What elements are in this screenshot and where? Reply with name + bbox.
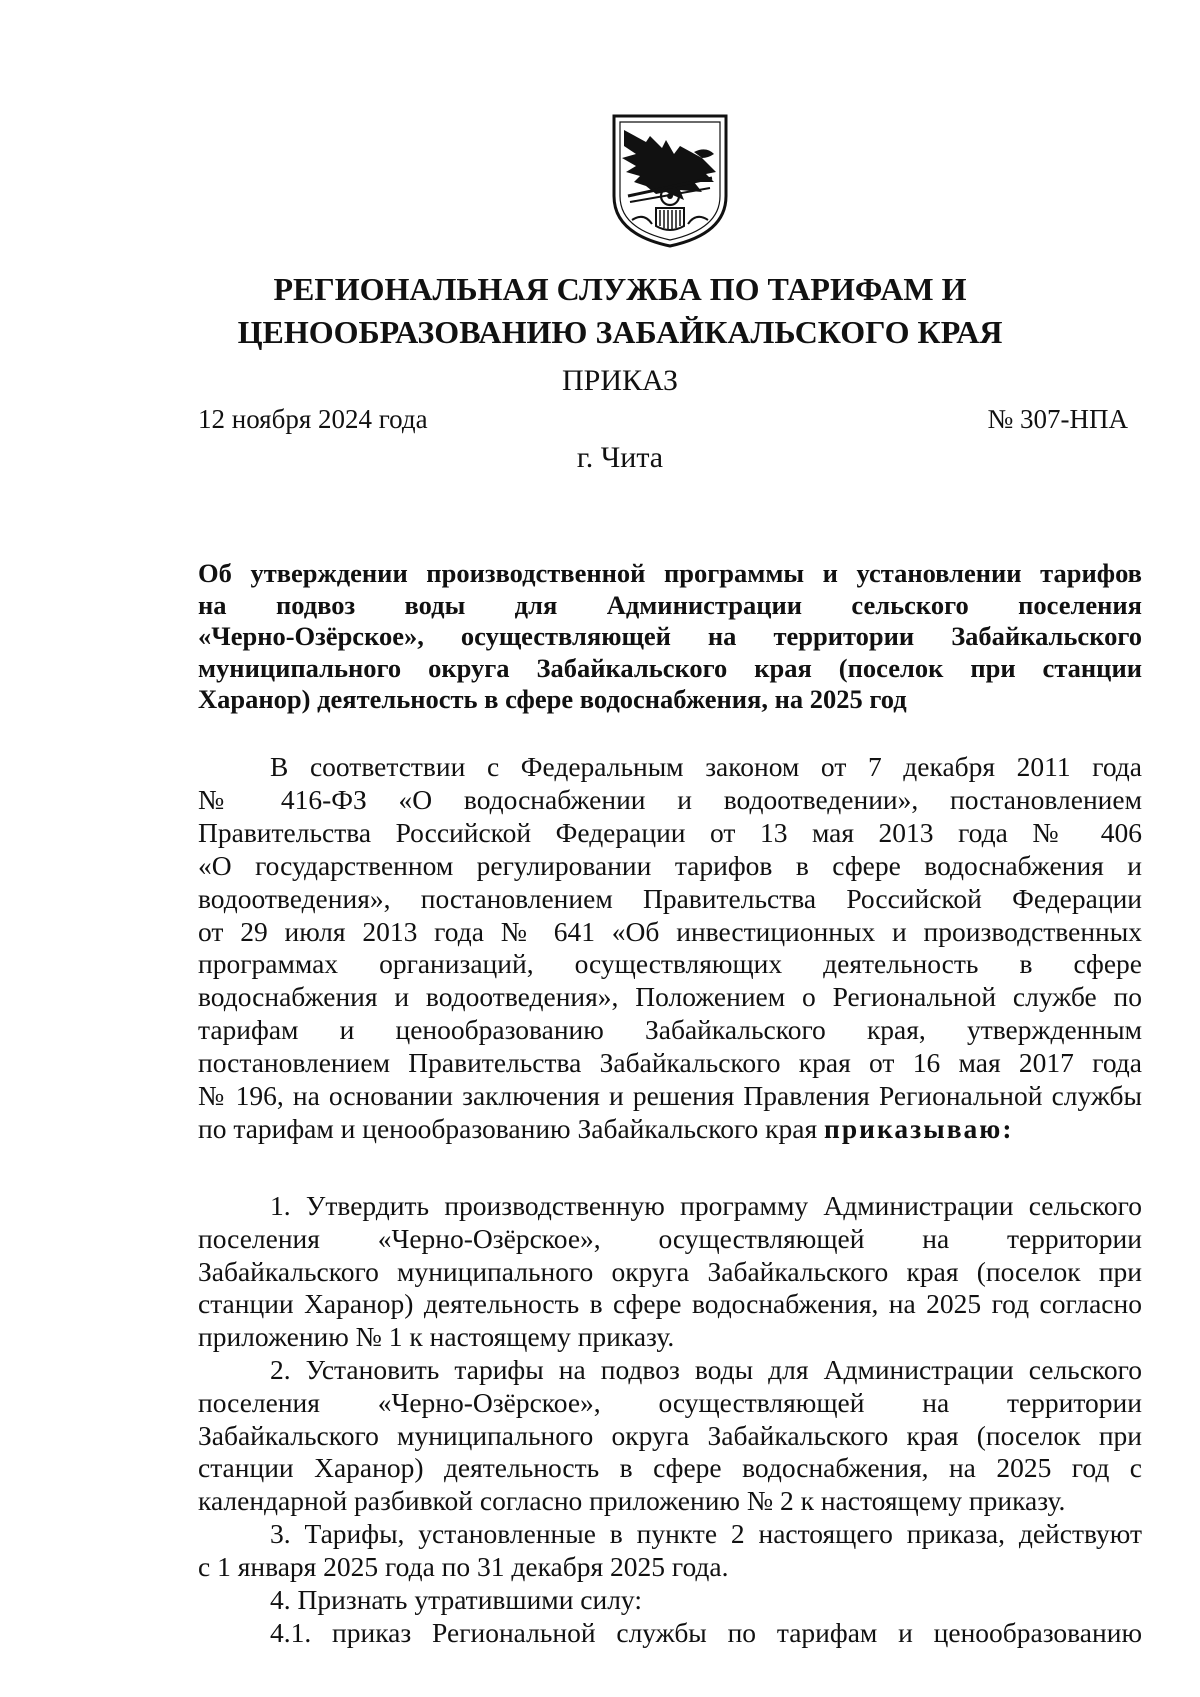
order-item-4 [198,1584,1142,1617]
item-line: поселения «Черно-Озёрское», осуществляющей на территории [198,1386,1142,1418]
preamble-line: водоотведения», постановлением Правительства Российской Федерации [198,882,1142,914]
subject-line: Об утверждении производственной программы и установлении тарифов [198,558,1142,588]
subject-line: «Черно-Озёрское», осуществляющей на территории Забайкальского [198,621,1142,651]
item-line: поселения «Черно-Озёрское», осуществляющей на территории [198,1222,1142,1254]
item-line: 3. Тарифы, установленные в пункте 2 настоящего приказа, действуют [270,1518,1142,1549]
item-line: Забайкальского муниципального округа Забайкальского края (поселок при [198,1419,1142,1451]
item-line: 1. Утвердить производственную программу Администрации сельского [270,1190,1142,1221]
document-city: г. Чита [576,441,664,474]
zabaikalsky-krai-coat-of-arms-icon [610,112,730,250]
item-line: с 1 января 2025 года по 31 декабря 2025 года. [198,1550,729,1582]
preamble-paragraph [198,751,1142,1146]
document-date: 12 ноября 2024 года [198,404,428,434]
agency-name-line-1: РЕГИОНАЛЬНАЯ СЛУЖБА ПО ТАРИФАМ И [273,271,967,307]
preamble-final-text: по тарифам и ценообразованию Забайкальского края [198,1112,825,1144]
subject-line: на подвоз воды для Администрации сельского поселения [198,589,1142,620]
preamble-line: от 29 июля 2013 года № 641 «Об инвестиционных и производственных [198,915,1142,947]
order-item-3 [198,1518,1142,1584]
preamble-line: № 416-ФЗ «О водоснабжении и водоотведении», постановлением [198,783,1142,815]
item-line: Забайкальского муниципального округа Забайкальского края (поселок при [198,1255,1142,1287]
subject-line: муниципального округа Забайкальского края (поселок при станции [198,652,1142,683]
agency-name [0,268,1200,354]
document-type: ПРИКАЗ [562,364,678,397]
preamble-final-line [198,1113,1142,1146]
agency-name-line-2: ЦЕНООБРАЗОВАНИЮ ЗАБАЙКАЛЬСКОГО КРАЯ [237,314,1003,350]
item-line: 4.1. приказ Региональной службы по тарифам и ценообразованию [270,1617,1142,1648]
preamble-line: тарифам и ценообразованию Забайкальского края, утвержденным [198,1014,1142,1046]
decree-word: приказываю: [824,1112,1014,1144]
document-subject [198,558,1142,716]
subject-line: Харанор) деятельность в сфере водоснабжения, на 2025 год [198,684,907,714]
preamble-line: Правительства Российской Федерации от 13 мая 2013 года № 406 [198,816,1142,848]
item-line: календарной разбивкой согласно приложению № 2 к настоящему приказу. [198,1485,1066,1517]
preamble-line: «О государственном регулировании тарифов в сфере водоснабжения и [198,849,1142,881]
item-line: станции Харанор) деятельность в сфере водоснабжения, на 2025 год согласно [198,1288,1142,1320]
preamble-line: водоснабжения и водоотведения», Положением о Региональной службе по [198,981,1142,1013]
document-number: № 307-НПА [987,404,1128,434]
preamble-line: В соответствии с Федеральным законом от 7 декабря 2011 года [270,751,1142,782]
preamble-line: постановлением Правительства Забайкальского края от 16 мая 2017 года [198,1047,1142,1079]
order-item-2 [198,1354,1142,1518]
item-line: станции Харанор) деятельность в сфере водоснабжения, на 2025 год с [198,1452,1142,1484]
preamble-line: № 196, на основании заключения и решения Правления Региональной службы [198,1080,1142,1112]
preamble-line: программах организаций, осуществляющих деятельность в сфере [198,948,1142,980]
order-item-4-1 [198,1617,1142,1650]
order-item-1 [198,1190,1142,1354]
item-line: 4. Признать утратившими силу: [270,1584,642,1615]
item-line: приложению № 1 к настоящему приказу. [198,1321,675,1353]
item-line: 2. Установить тарифы на подвоз воды для Администрации сельского [270,1354,1142,1385]
